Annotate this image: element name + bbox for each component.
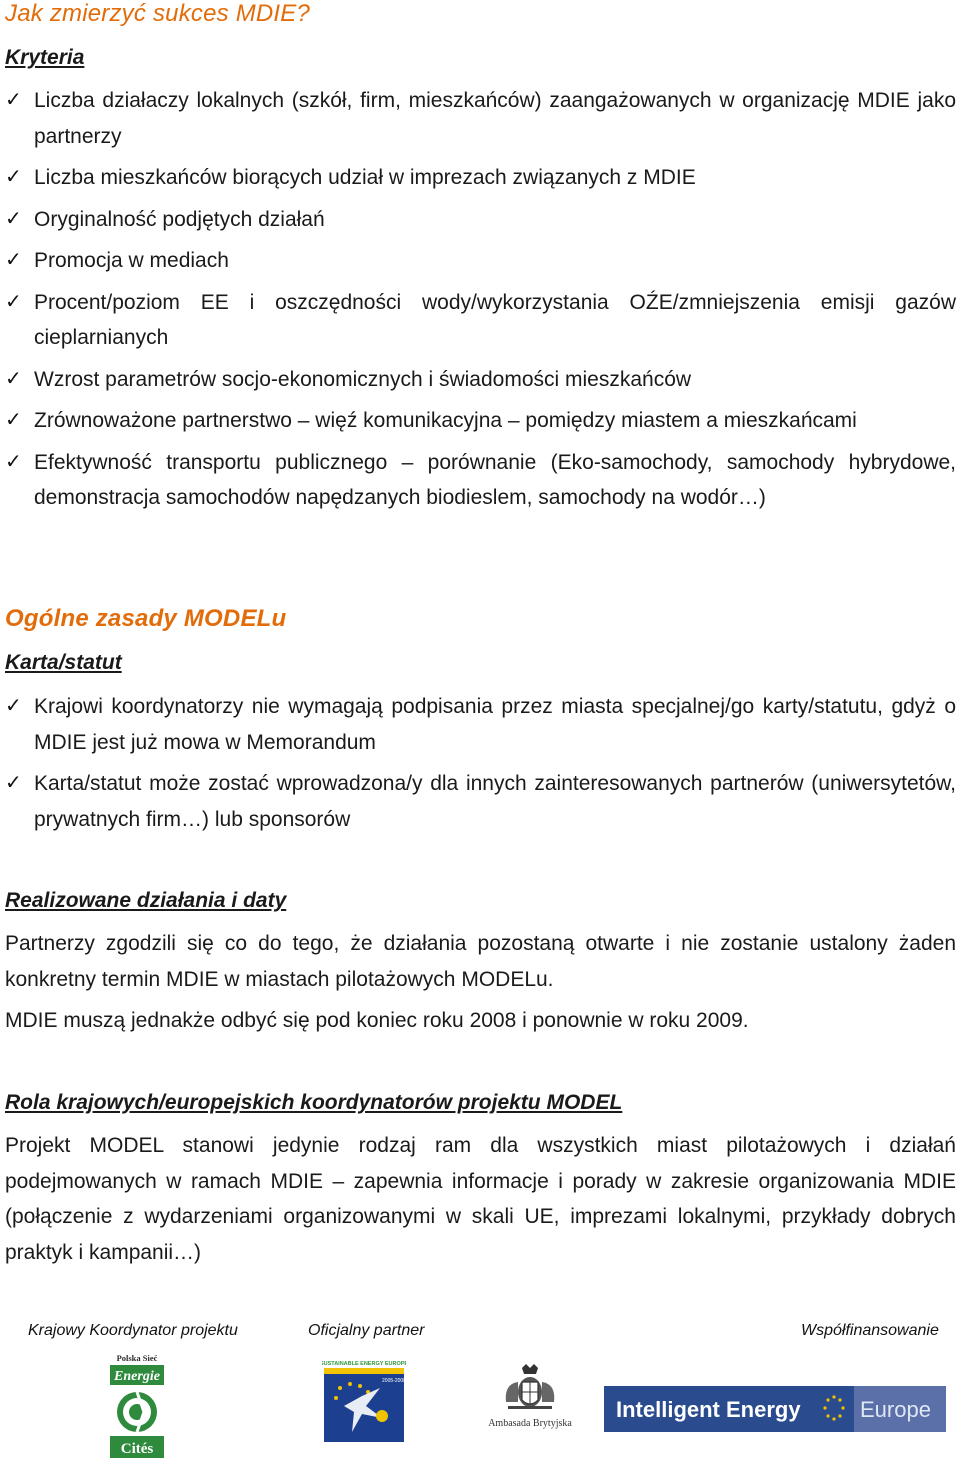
list-item: ✓ Zrównoważone partnerstwo – więź komunikacyjna – pomiędzy miastem a mieszkańcami	[0, 403, 956, 439]
british-embassy-logo	[482, 1362, 578, 1432]
intelligent-energy-europe-logo	[604, 1386, 946, 1432]
svg-text:Energie: Energie	[114, 1369, 160, 1384]
energie-cites-logo	[108, 1352, 166, 1462]
energie-cites-logo-graphic	[108, 1352, 166, 1462]
section-title-measure-success: Jak zmierzyć sukces MDIE?	[5, 0, 311, 27]
subheading-coordinators-role: Rola krajowych/europejskich koordynatorów projektu MODEL	[5, 1091, 623, 1114]
list-item: ✓ Oryginalność podjętych działań	[0, 202, 956, 238]
footer-label-cofinancing: Współfinansowanie	[801, 1322, 939, 1339]
footer-label-partner: Oficjalny partner	[308, 1322, 425, 1339]
subheading-criteria: Kryteria	[5, 46, 85, 69]
svg-text:Intelligent Energy: Intelligent Energy	[616, 1397, 801, 1422]
paragraph-model-framework: Projekt MODEL stanowi jedynie rodzaj ram dla wszystkich miast pilotażowych i działań podejmowanych w ramach MDIE – zapewnia informacje i porady w zakresie organizowania MDIE (połączenie z wydarzeniami organizowanymi w skali UE, imprezami lokalnymi, przykłady dobrych praktyk i kampanii…)	[5, 1134, 956, 1264]
list-item: ✓ Krajowi koordynatorzy nie wymagają podpisania przez miasta specjalnej/go karty/statutu, gdyż o MDIE jest już mowa w Memorandum	[0, 689, 956, 760]
section-title-model-rules: Ogólne zasady MODELu	[5, 605, 287, 632]
list-item: ✓ Procent/poziom EE i oszczędności wody/wykorzystania OŹE/zmniejszenia emisji gazów cieplarnianych	[0, 285, 956, 356]
checkmark-icon: ✓	[5, 367, 22, 390]
subheading-charter: Karta/statut	[5, 651, 122, 674]
list-item: ✓ Efektywność transportu publicznego – porównanie (Eko-samochody, samochody hybrydowe, demonstracja samochodów napędzanych biodieslem, samochody na wodór…)	[0, 445, 956, 516]
list-item: ✓ Liczba działaczy lokalnych (szkół, firm, mieszkańców) zaangażowanych w organizację MDIE jako partnerzy	[0, 83, 956, 154]
list-item: ✓ Karta/statut może zostać wprowadzona/y dla innych zainteresowanych partnerów (uniwersytetów, prywatnych firm…) lub sponsorów	[0, 766, 956, 837]
subheading-activities-dates: Realizowane działania i daty	[5, 889, 287, 912]
list-item: ✓ Wzrost parametrów socjo-ekonomicznych i świadomości mieszkańców	[0, 362, 956, 398]
checkmark-icon: ✓	[5, 450, 22, 473]
sustainable-energy-europe-logo	[322, 1358, 406, 1444]
svg-text:SUSTAINABLE ENERGY EUROPE: SUSTAINABLE ENERGY EUROPE	[322, 1361, 406, 1367]
paragraph-mdie-timing: MDIE muszą jednakże odbyć się pod koniec roku 2008 i ponownie w roku 2009.	[5, 1009, 749, 1032]
checkmark-icon: ✓	[5, 772, 22, 794]
checkmark-icon: ✓	[5, 249, 22, 271]
charter-list	[0, 689, 956, 837]
checkmark-icon: ✓	[5, 166, 22, 188]
checkmark-icon: ✓	[5, 207, 22, 230]
svg-text:2005-2008: 2005-2008	[382, 1378, 406, 1384]
checkmark-icon: ✓	[5, 89, 22, 111]
checkmark-icon: ✓	[5, 409, 22, 431]
british-embassy-crest	[482, 1362, 578, 1432]
list-item: ✓ Promocja w mediach	[0, 243, 956, 279]
svg-text:Ambasada Brytyjska: Ambasada Brytyjska	[488, 1418, 572, 1429]
footer-label-coordinator: Krajowy Koordynator projektu	[28, 1322, 238, 1339]
criteria-list	[0, 83, 956, 516]
sustainable-energy-europe-graphic	[322, 1358, 406, 1444]
list-item: ✓ Liczba mieszkańców biorących udział w imprezach związanych z MDIE	[0, 160, 956, 196]
intelligent-energy-europe-banner	[604, 1386, 946, 1432]
svg-text:Europe: Europe	[860, 1397, 931, 1422]
svg-text:Cités: Cités	[120, 1441, 154, 1457]
svg-text:Polska Sieć: Polska Sieć	[116, 1353, 158, 1363]
paragraph-partners-agreement: Partnerzy zgodzili się co do tego, że działania pozostaną otwarte i nie zostanie ustalony żaden konkretny termin MDIE w miastach pilotażowych MODELu.	[5, 932, 956, 991]
checkmark-icon: ✓	[5, 290, 22, 313]
checkmark-icon: ✓	[5, 695, 22, 717]
